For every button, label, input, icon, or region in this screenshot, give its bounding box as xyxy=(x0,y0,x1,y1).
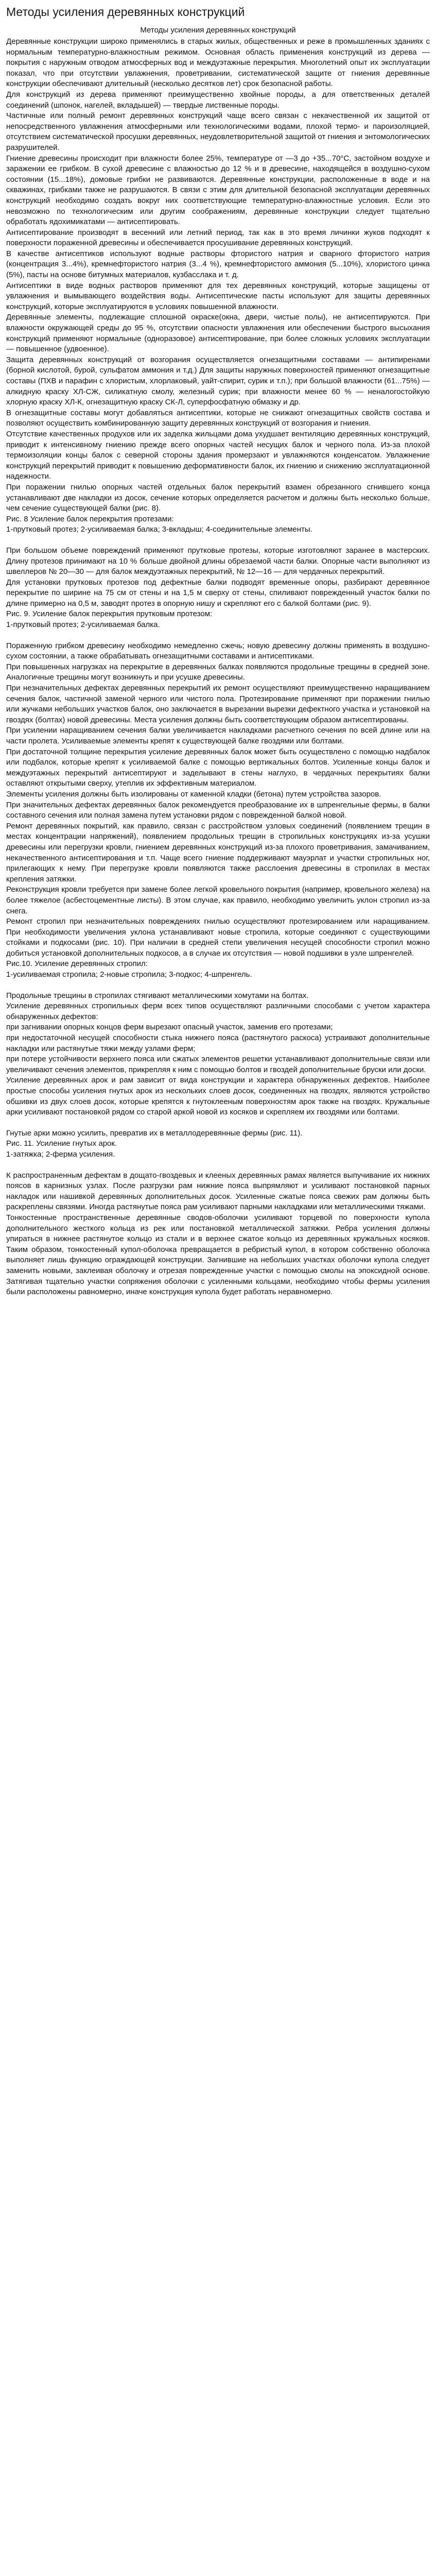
paragraph: К распространенным дефектам в дощато-гвоздевых и клееных деревянных рамах является выпучивание их нижних поясов в карнизных узлах. После разгрузки рам нижние пояса выпрямляют и усиливают постановкой парных накладок или нашивкой деревянных дополнительных досок. Усиленные сжатые пояса свежих рам должны быть раскреплены связями. Иногда растянутые пояса рам усиливают парными накладками или металлическими тяжами. xyxy=(6,1171,430,1212)
paragraph: Пораженную грибком древесину необходимо немедленно сжечь; новую древесину должны применять в воздушно-сухом состоянии, а также обрабатывать огнезащитными составами и антисептиками. xyxy=(6,641,430,661)
paragraph: Элементы усиления должны быть изолированы от каменной кладки (бетона) путем устройства зазоров. xyxy=(6,789,381,799)
paragraph: Тонкостенные пространственные деревянные сводов-оболочки усиливают торцевой по поверхности купола дополнительного жесткого кольца из рек или постановкой металлической затяжки. Ребра усиления должны упираться в нижнее растянутое кольцо из стали и в верхнее сжатое кольцо из деревянных кружальных косяков. Таким образом, тонкостенный купол-оболочка превращается в ребристый купол, в котором собственно оболочка выполняет лишь функцию ограждающей конструкции. Загнившие на небольших участках оболочки купола следует заменить новыми, заклеивая оболочку и отрезая поврежденные участки с помощью смолы на эпоксидной основе. Затягивая тщательно участки сопряжения оболочки с усиленными кольцами, необходимо чтобы фермы усиления были расположены равномерно, иначе конструкция купола будет работать неравномерно. xyxy=(6,1213,430,1297)
paragraph: Защита деревянных конструкций от возгорания осуществляется огнезащитными составами — антипиренами (борной кислотой, бурой, сульфатом аммония и т.д.) Для защиты наружных поверхностей применяют огнезащитные составы (ПХВ и парафин с хлористым, хлорлаковый, уайт-спирит, сурик и т.п.); при большой влажности (61...75%) — алкидную краску ХЛ-СЖ, силикатную смолу, железный сурик; при влажности менее 60 % — неналогостойкую хлорную краску ХЛ-К, огнезащитную краску СК-Л, суперфосфатную обмазку и др. xyxy=(6,355,430,407)
paragraph: при недостаточной несущей способности стыка нижнего пояса (растянутого раскоса) устраивают дополнительные накладки или растянутые тяжи между узлами ферм; xyxy=(6,1033,430,1053)
figure-caption: Рис. 8 Усиление балок перекрытия протезами: xyxy=(6,514,174,523)
paragraph: В качестве антисептиков используют водные растворы фтористого натрия и сварного фтористого натрия (концентрация 3...4%), кремнефтористого натрия (3...4 %), кремнефтористого аммония (5...10%), хлористого цинка (5%), пасты на основе битумных материалов, кузбасслака и т. д. xyxy=(6,249,430,280)
paragraph: При поражении гнилью опорных частей отдельных балок перекрытий взамен обрезанного сгнившего конца устанавливают две накладки из досок, сечение которых определяется расчетом и должны быть несколько больше, чем сечение существующей балки (рис. 8). xyxy=(6,482,430,513)
figure-caption: 1-прутковый протез; 2-усиливаемая балка; 3-вкладыш; 4-соединительные элементы. xyxy=(6,525,312,534)
paragraph: Деревянные элементы, подлежащие сплошной окраске(окна, двери, чистые полы), не антисептируются. При влажности окружающей среды до 95 %, отсутствии опасности увлажнения или обеспечении быстрого высыхания конструкций применяют нормальные (одноразовое) антисептирование, при более сложных условиях эксплуатации — повышенное (удвоенное). xyxy=(6,313,430,354)
paragraph: При достаточной толщине перекрытия усиление деревянных балок может быть осуществлено с помощью надбалок или подбалок, которые крепят к усиливаемой балке с помощью вертикальных болтов. Усиленные концы балок и междуэтажных перекрытий антисептируют и заделывают в стены наглухо, в чердачных перекрытиях балки оставляют открытыми сверху, утеплив их эффективным материалом. xyxy=(6,747,430,788)
paragraph: При незначительных дефектах деревянных перекрытий их ремонт осуществляют преимущественно наращиванием сечения балок, частичной заменой черного или чистого пола. Протезирование применяют при поражении гнилью или жучками небольших участков балок, оно заключается в вырезании вырезки дефектного участка и установкой на гвоздях (болтах) новой древесины. Места усиления должны быть соответствующим образом антисептированы. xyxy=(6,684,430,724)
paragraph: Усиление деревянных арок и рам зависит от вида конструкции и характера обнаруженных дефектов. Наиболее простые способы усиления гнутых арок из нескольких слоев досок, соединенных на гвоздях, являются устройство обшивки из двух слоев досок, которые крепятся к гнутоклееным поверхностям арок также на гвоздях. Кружальные арки усиливают постановкой рядом со старой аркой новой из косяков и скрепляем их гвоздями или болтами. xyxy=(6,1076,430,1117)
paragraph: При большом объеме повреждений применяют прутковые протезы, которые изготовляют заранее в мастерских. Длину протезов принимают на 10 % больше двойной длины обрезаемой части балки. Опорные части выполняют из швеллеров № 20—30 — для балок междуэтажных перекрытий, № 12—16 — для чердачных перекрытий. xyxy=(6,546,430,577)
paragraph: Ремонт стропил при незначительных повреждениях гнилью осуществляют протезированием или наращиванием. При необходимости увеличения уклона устанавливают новые стропила, которые соединяют с существующими стойками и подкосами (рис. 10). При наличии в средней степи увеличения несущей способности стропил можно добиться установкой дополнительных подкосов, а в случае их отсутствия — новой подшивки в узле шпренгелей. xyxy=(6,917,430,958)
paragraph: Гниение древесины происходит при влажности более 25%, температуре от —3 до +35...70°С, застойном воздухе и заражении ее грибком. В сухой древесине с влажностью до 12 % и в древесине, находящейся в воздушно-сухом состоянии (15...18%), домовые грибки не развиваются. Деревянные конструкции, расположенные в воде и на скважинах, грибками также не разрушаются. В связи с этим для длительной безопасной эксплуатации деревянных конструкций необходимо создать вокруг них соответствующие температурно-влажностные условия. Если это невозможно по технологическим или другим соображениям, деревянные конструкции следует тщательно обработать ядохимикатами — антисептировать. xyxy=(6,154,430,227)
document-title: Методы усиления деревянных конструкций xyxy=(140,26,296,35)
paragraph: В огнезащитные составы могут добавляться антисептики, которые не снижают огнезащитных свойств состава и позволяют осуществить комбинированную защиту деревянных конструкций от возгорания и гниения. xyxy=(6,408,430,428)
paragraph: Усиление деревянных стропильных ферм всех типов осуществляют различными способами с учетом характера обнаруженных дефектов: xyxy=(6,1002,430,1021)
paragraph: Для установки прутковых протезов под дефектные балки подводят временные опоры, разбирают деревянное перекрытие по ширине на 75 см от стены и на 1,5 м сверху от стены, спиливают поврежденный участок балки по длине примерно на 0,5 м, заводят протез в опорную нишу и скрепляют его с балкой болтами (рис. 9). xyxy=(6,578,430,608)
figure-caption: 1-затяжка; 2-ферма усиления. xyxy=(6,1149,115,1159)
paragraph: При значительных дефектах деревянных балок рекомендуется преобразование их в шпренгельные фермы, в балки составного сечения или полная замена путем установки рядом с поврежденной балкой новой. xyxy=(6,800,430,820)
paragraph: При повышенных нагрузках на перекрытие в деревянных балках появляются продольные трещины в средней зоне. Аналогичные трещины могут возникнуть и при усушке древесины. xyxy=(6,662,430,682)
paragraph: при загнивании опорных концов ферм вырезают опасный участок, заменив его протезами; xyxy=(6,1023,333,1032)
paragraph: Ремонт деревянных покрытий, как правило, связан с расстройством узловых соединений (появлением трещин в местах концентрации напряжений), появлением продольных трещин в стропильных конструкциях из-за усушки древесины или перегрузки кровли, гниением деревянных конструкций из-за плохого проветривания, замачиванием, некачественного антисептирования и т.п. Чаще всего гниение поддерживают мауэрлат и участки стропильных ног, прилегающих к нему. При перегрузке кровли появляются также расслоения древесины в стропилах в местах крепления затяжки. xyxy=(6,821,430,884)
paragraph: Отсутствие качественных продухов или их заделка жильцами дома ухудшает вентиляцию деревянных конструкций, приводит к интенсивному гниению прежде всего опорных частей несущих балок и черного пола. Из-за плохой термоизоляции концы балок с северной стороны здания промерзают и увлажняются конденсатом. Увлажнение конструкций перекрытий приводит к повышению деформативности балок, их гниению и снижению эксплуатационной надежности. xyxy=(6,429,430,481)
figure-caption: Рис. 11. Усиление гнутых арок. xyxy=(6,1139,117,1148)
figure-caption: 1-усиливаемая стропила; 2-новые стропила; 3-подкос; 4-шпренгель. xyxy=(6,970,252,979)
figure-caption: 1-прутковый протез; 2-усиливаемая балка. xyxy=(6,620,160,630)
paragraph: Гнутые арки можно усилить, превратив их в металлодеревянные фермы (рис. 11). xyxy=(6,1128,303,1138)
paragraph: Антисептирование производят в весенний или летний период, так как в это время личинки жуков подходят к поверхности пораженной древесины и обеспечивается просушивание деревянных конструкций. xyxy=(6,228,430,248)
paragraph: Частичные или полный ремонт деревянных конструкций чаще всего связан с некачественной их защитой от непосредственного увлажнения атмосферными или технологическими водами, плохой термо- и пароизоляцией, отсутствием систематической просушки деревянных, неудовлетворительной защитой от гниения и энтомологических разрушителей. xyxy=(6,111,430,152)
paragraph: Деревянные конструкции широко применялись в старых жилых, общественных и реже в промышленных зданиях с нормальным температурно-влажностным режимом. Основная область применения конструкций из дерева — покрытия с наружным отводом атмосферных вод и междуэтажные перекрытия. Многолетний опыт их эксплуатации показал, что при отсутствии увлажнения, проветривании, систематической защите от гниения деревянные конструкции обеспечивают длительный (несколько десятков лет) срок безопасной работы. xyxy=(6,37,430,89)
page-title: Методы усиления деревянных конструкций xyxy=(6,5,245,19)
figure-caption: Рис.10. Усиление деревянных стропил: xyxy=(6,959,148,969)
figure-caption: Рис. 9. Усиление балок перекрытия прутковым протезом: xyxy=(6,609,213,619)
paragraph: Реконструкция кровли требуется при замене более легкой кровельного покрытия (например, кровельного железа) на более тяжелое (асбестоцементные листы). В этом случае, как правило, необходимо увеличить уклон стропил из-за снега. xyxy=(6,885,430,916)
paragraph: Для конструкций из дерева применяют преимущественно хвойные породы, а для ответственных деталей соединений (шпонок, нагелей, вкладышей) — твердые лиственные породы. xyxy=(6,90,430,110)
document-body xyxy=(6,37,430,1298)
paragraph: Антисептики в виде водных растворов применяют для тех деревянных конструкций, которые защищены от увлажнения и вымывающего воздействия воды. Антисептические пасты используют для защиты деревянных конструкций, которые эксплуатируются в условиях повышенной влажности. xyxy=(6,281,430,311)
paragraph: при потере устойчивости верхнего пояса или сжатых элементов решетки устанавливают дополнительные связи или увеличивают сечения элементов, прикрепляя к ним с помощью болтов и гвоздей дополнительные бруски или доски. xyxy=(6,1055,430,1074)
paragraph: Продольные трещины в стропилах стягивают металлическими хомутами на болтах. xyxy=(6,991,309,1000)
paragraph: При усилении наращиванием сечения балки увеличивается накладками расчетного сечения по всей длине или на части пролета. Усиливаемые элементы крепят к существующей балке гвоздями или болтами. xyxy=(6,726,430,745)
